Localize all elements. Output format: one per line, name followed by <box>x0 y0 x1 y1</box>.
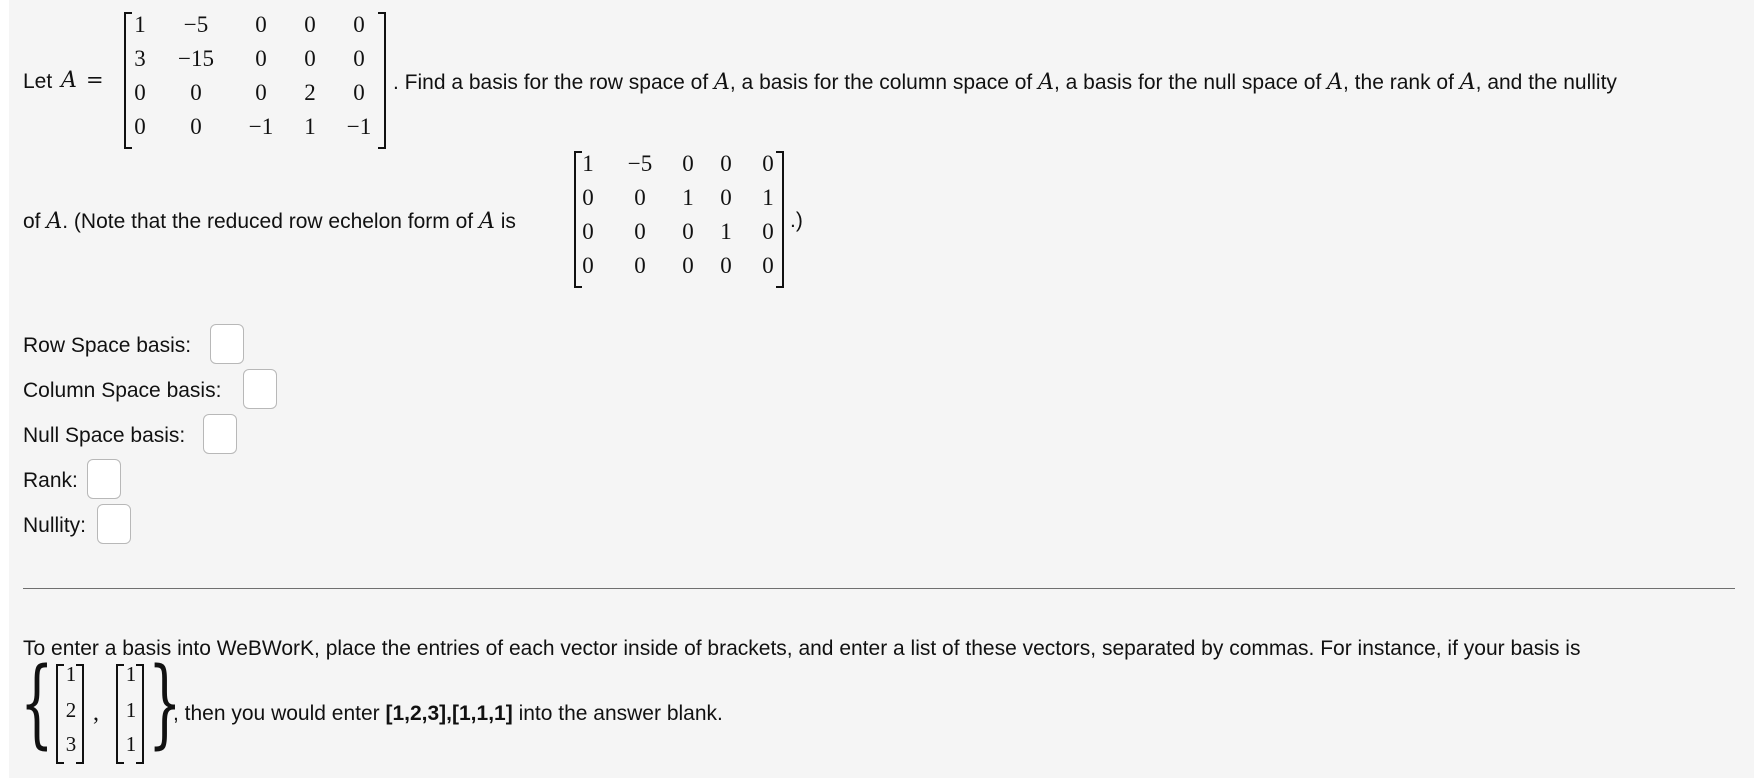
matrix-cell: 3 <box>65 732 77 756</box>
matrix-cell: 0 <box>353 12 365 37</box>
var-a: A <box>1327 70 1344 95</box>
example-vector-1 <box>56 664 84 764</box>
column-space-label: Column Space basis: <box>23 379 222 402</box>
equals-sign: = <box>86 68 104 92</box>
var-a: A <box>1038 70 1054 95</box>
nullity-input[interactable] <box>97 504 131 544</box>
matrix-cell: 0 <box>720 151 732 176</box>
rank-input[interactable] <box>87 459 121 499</box>
matrix-cell: 0 <box>353 80 365 105</box>
note-sentence <box>23 209 516 234</box>
matrix-cell: 1 <box>125 698 137 722</box>
matrix-cell: −5 <box>627 151 653 176</box>
matrix-cell: −15 <box>178 46 214 71</box>
instructions-line1: To enter a basis into WeBWorK, place the entries of each vector inside of brackets, and enter a list of these vectors, separated by commas. For instance, if your basis is <box>23 637 1581 660</box>
row-space-label: Row Space basis: <box>23 334 192 357</box>
left-brace: { <box>20 647 54 759</box>
matrix-cell: 0 <box>634 253 646 278</box>
matrix-cell: 0 <box>720 185 732 210</box>
matrix-cell: 1 <box>304 114 316 139</box>
var-a: A <box>1459 70 1476 95</box>
matrix-cell: 0 <box>255 12 267 37</box>
let-text: Let <box>23 70 53 93</box>
matrix-cell: 0 <box>304 46 316 71</box>
null-space-label: Null Space basis: <box>23 424 186 447</box>
right-brace: } <box>148 647 182 759</box>
matrix-cell: 1 <box>125 732 137 756</box>
matrix-cell: 0 <box>720 253 732 278</box>
matrix-cell: 0 <box>762 219 774 244</box>
note-seg1: of <box>23 210 41 233</box>
matrix-cell: −1 <box>248 114 274 139</box>
matrix-cell: 0 <box>190 114 202 139</box>
matrix-cell: 0 <box>762 253 774 278</box>
matrix-cell: 0 <box>762 151 774 176</box>
matrix-cell: 0 <box>255 46 267 71</box>
find-seg3: , a basis for the null space of <box>1053 71 1322 94</box>
matrix-cell: 0 <box>255 80 267 105</box>
matrix-cell: 0 <box>190 80 202 105</box>
matrix-cell: 0 <box>634 219 646 244</box>
matrix-cell: 0 <box>682 253 694 278</box>
vector-comma: , <box>93 700 99 726</box>
matrix-cell: 0 <box>682 151 694 176</box>
note-seg2: . (Note that the reduced row echelon form of <box>62 210 474 233</box>
matrix-cell: 1 <box>682 185 694 210</box>
section-divider <box>23 588 1735 589</box>
null-space-input[interactable] <box>203 414 237 454</box>
matrix-cell: −5 <box>183 12 209 37</box>
column-space-input[interactable] <box>243 369 277 409</box>
matrix-cell: 0 <box>634 185 646 210</box>
matrix-cell: 0 <box>582 219 594 244</box>
find-seg1: . Find a basis for the row space of <box>393 71 709 94</box>
matrix-cell: 2 <box>65 698 77 722</box>
matrix-cell: 1 <box>134 12 146 37</box>
then-text: , then you would enter <box>173 702 380 725</box>
tail-text: into the answer blank. <box>518 702 723 725</box>
matrix-cell: 0 <box>682 219 694 244</box>
find-seg4: , the rank of <box>1343 71 1454 94</box>
note-seg3: is <box>500 210 516 233</box>
matrix-cell: 2 <box>304 80 316 105</box>
matrix-cell: 0 <box>304 12 316 37</box>
matrix-cell: 0 <box>582 185 594 210</box>
find-sentence <box>393 70 1617 95</box>
var-a: A <box>714 70 730 95</box>
matrix-cell: 0 <box>353 46 365 71</box>
var-a: A <box>46 209 63 234</box>
note-close: .) <box>790 209 803 232</box>
matrix-cell: 0 <box>134 114 146 139</box>
matrix-cell: 3 <box>134 46 146 71</box>
matrix-cell: 1 <box>720 219 732 244</box>
matrix-a <box>124 12 386 149</box>
var-a: A <box>478 209 495 234</box>
matrix-cell: 1 <box>582 151 594 176</box>
matrix-cell: 0 <box>582 253 594 278</box>
matrix-cell: 1 <box>125 662 137 686</box>
matrix-cell: 1 <box>762 185 774 210</box>
nullity-label: Nullity: <box>23 514 87 537</box>
row-space-input[interactable] <box>210 324 244 364</box>
example-entry: [1,2,3],[1,1,1] <box>385 702 513 725</box>
instructions-line2 <box>173 702 723 726</box>
example-vector-2 <box>116 664 144 764</box>
find-seg5: , and the nullity <box>1475 71 1617 94</box>
matrix-cell: −1 <box>346 114 372 139</box>
var-a: A <box>61 68 77 93</box>
find-seg2: , a basis for the column space of <box>729 71 1033 94</box>
rank-label: Rank: <box>23 469 78 492</box>
matrix-cell: 1 <box>65 662 77 686</box>
matrix-cell: 0 <box>134 80 146 105</box>
matrix-rref <box>574 151 784 288</box>
